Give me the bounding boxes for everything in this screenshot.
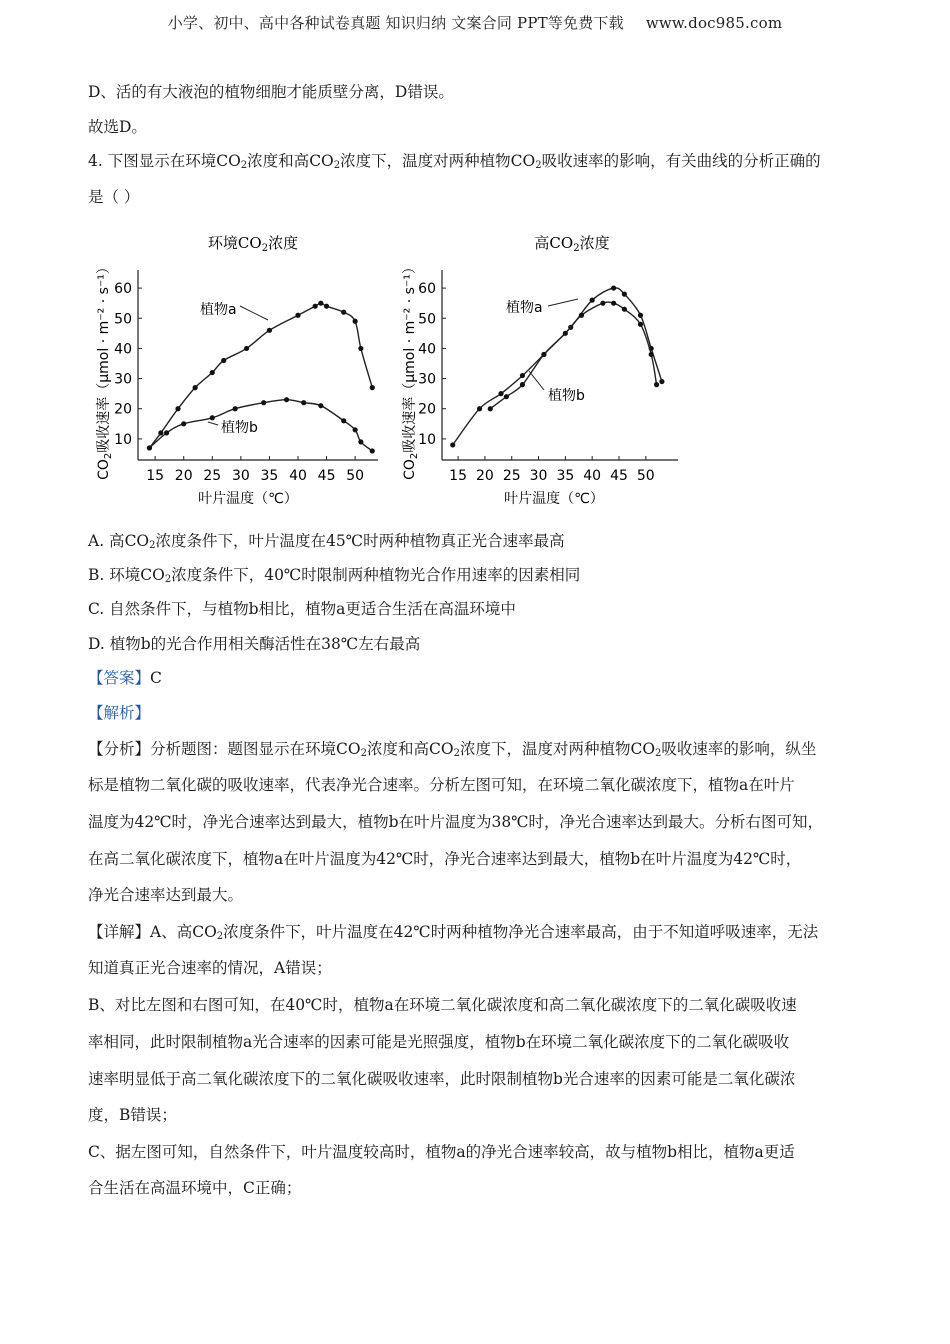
chart-right-title: 高$CO_2$浓度 bbox=[534, 234, 610, 254]
chart-right-x-tick-label: 25 bbox=[502, 468, 521, 484]
chart-right-series-a-point bbox=[590, 298, 595, 303]
header-site-link[interactable]: www.doc985.com bbox=[645, 14, 783, 32]
analysis-line-2: 标是植物二氧化碳的吸收速率，代表净光合速率。分析左图可知，在环境二氧化碳浓度下，植物a在叶片 bbox=[88, 776, 795, 794]
chart-left-ylabel: $CO_2$吸收速率（μmol · m⁻² · s⁻¹） bbox=[96, 260, 114, 480]
chart-left-series-a-point bbox=[210, 370, 215, 375]
detail-b-line-1: B、对比左图和右图可知，在40℃时，植物a在环境二氧化碳浓度和高二氧化碳浓度下的二氧化碳吸收速 bbox=[88, 996, 797, 1014]
detail-b-line-2: 率相同，此时限制植物a光合速率的因素可能是光照强度，植物b在环境二氧化碳浓度下的二氧化碳吸收 bbox=[88, 1033, 790, 1051]
chart-left-series-b-point bbox=[233, 406, 238, 411]
chart-left-series-b-point bbox=[181, 421, 186, 426]
chart-right-series-b-point bbox=[638, 322, 643, 327]
analysis-line-1: 【分析】分析题图：题图显示在环境$CO_2$浓度和高$CO_2$浓度下，温度对两种植物$CO_2$吸收速率的影响，纵坐 bbox=[88, 740, 817, 759]
chart-right-y-tick-label: 20 bbox=[418, 401, 436, 418]
chart-left-pointer-a bbox=[240, 306, 268, 320]
chart-left-y-tick-label: 50 bbox=[114, 311, 132, 328]
chart-left-series-a-point bbox=[341, 310, 346, 315]
chart-right-xlabel: 叶片温度（℃） bbox=[504, 491, 604, 507]
chart-left-x-tick-label: 20 bbox=[174, 468, 193, 484]
analysis-heading: 【解析】 bbox=[88, 704, 151, 722]
chart-right-ylabel: $CO_2$吸收速率（μmol · m⁻² · s⁻¹） bbox=[402, 260, 420, 480]
chart-right-x-tick-label: 15 bbox=[449, 468, 468, 484]
option-b: B. 环境$CO_2$浓度条件下，40℃时限制两种植物光合作用速率的因素相同 bbox=[88, 566, 581, 585]
chart-left-x-tick-label: 35 bbox=[260, 468, 279, 484]
chart-left-series-a-point bbox=[295, 313, 300, 318]
chart-right-label-b: 植物b bbox=[548, 388, 585, 404]
chart-left-series-a-point bbox=[324, 304, 329, 309]
chart-left-y-tick-label: 30 bbox=[114, 371, 132, 388]
detail-c-line-2: 合生活在高温环境中，C正确； bbox=[88, 1179, 302, 1197]
chart-right-series-b-point bbox=[488, 406, 493, 411]
chart-right-series-b-point bbox=[504, 394, 509, 399]
chart-right-series-a-line bbox=[453, 288, 662, 445]
answer: 【答案】C bbox=[88, 669, 162, 687]
chart-right-series-b-point bbox=[622, 307, 627, 312]
option-d: D. 植物b的光合作用相关酶活性在38℃左右最高 bbox=[88, 635, 421, 653]
chart-left-series-b-point bbox=[261, 400, 266, 405]
chart-left-series-a-point bbox=[175, 406, 180, 411]
chart-left-series-b-point bbox=[341, 418, 346, 423]
figure bbox=[88, 222, 728, 514]
chart-left-series-b-point bbox=[284, 397, 289, 402]
chart-left-series-b-point bbox=[318, 403, 323, 408]
detail-a-line-1: 【详解】A、高$CO_2$浓度条件下，叶片温度在42℃时两种植物净光合速率最高，由于不知道呼吸速率，无法 bbox=[88, 923, 819, 942]
chart-right-series-a-point bbox=[659, 379, 664, 384]
chart-left-series-b-point bbox=[353, 427, 358, 432]
chart-left-x-tick-label: 50 bbox=[346, 468, 365, 484]
chart-left-series-b-point bbox=[301, 400, 306, 405]
chart-right-series-b-point bbox=[600, 301, 605, 306]
chart-right-x-tick-label: 20 bbox=[475, 468, 494, 484]
option-c: C. 自然条件下，与植物b相比，植物a更适合生活在高温环境中 bbox=[88, 600, 516, 618]
chart-left-label-b: 植物b bbox=[221, 420, 258, 436]
analysis-line-4: 在高二氧化碳浓度下，植物a在叶片温度为42℃时，净光合速率达到最大，植物b在叶片温度为42℃时， bbox=[88, 850, 802, 868]
chart-left-series-b-point bbox=[147, 445, 152, 450]
chart-left-label-a: 植物a bbox=[200, 302, 237, 318]
chart-right-series-a-point bbox=[450, 442, 455, 447]
chart-right-y-tick-label: 60 bbox=[418, 281, 436, 298]
prev-option-d: D、活的有大液泡的植物细胞才能质壁分离，D错误。 bbox=[88, 83, 454, 101]
chart-left-x-tick-label: 15 bbox=[146, 468, 165, 484]
chart-right-x-tick-label: 35 bbox=[556, 468, 575, 484]
chart-left bbox=[95, 234, 378, 507]
chart-left-xlabel: 叶片温度（℃） bbox=[198, 491, 298, 507]
chart-right-x-tick-label: 45 bbox=[610, 468, 628, 484]
chart-left-y-tick-label: 40 bbox=[114, 341, 132, 358]
chart-right-series-a-point bbox=[477, 406, 482, 411]
chart-right-series-b-point bbox=[520, 382, 525, 387]
chart-left-series-b-point bbox=[210, 415, 215, 420]
chart-right-x-tick-label: 40 bbox=[583, 468, 602, 484]
chart-left-title: 环境$CO_2$浓度 bbox=[207, 234, 299, 254]
header-text: 小学、初中、高中各种试卷真题 知识归纳 文案合同 PPT等免费下载 bbox=[167, 14, 624, 32]
chart-left-series-b-point bbox=[164, 430, 169, 435]
chart-right-pointer-b bbox=[529, 371, 544, 390]
chart-left-series-a-point bbox=[193, 385, 198, 390]
chart-left-y-tick-label: 10 bbox=[114, 431, 132, 448]
question-stem: 4. 下图显示在环境$CO_2$浓度和高$CO_2$浓度下，温度对两种植物$CO_2$吸收速率的影响，有关曲线的分析正确的 bbox=[88, 152, 821, 171]
chart-right-y-tick-label: 40 bbox=[418, 341, 436, 358]
chart-left-x-tick-label: 30 bbox=[231, 468, 250, 484]
chart-left-series-b-point bbox=[370, 448, 375, 453]
chart-right-series-b-point bbox=[563, 331, 568, 336]
chart-left-series-a-point bbox=[358, 346, 363, 351]
chart-right-x-tick-label: 50 bbox=[636, 468, 655, 484]
chart-left-y-tick-label: 20 bbox=[114, 401, 132, 418]
chart-right-series-b-point bbox=[611, 301, 616, 306]
chart-right-series-a-point bbox=[622, 292, 627, 297]
chart-left-x-tick-label: 45 bbox=[317, 468, 336, 484]
chart-right bbox=[401, 234, 678, 507]
detail-b-line-3: 速率明显低于高二氧化碳浓度下的二氧化碳吸收速率，此时限制植物b光合速率的因素可能是二氧化碳浓 bbox=[88, 1070, 796, 1088]
detail-c-line-1: C、据左图可知，自然条件下，叶片温度较高时，植物a的净光合速率较高，故与植物b相比，植物a更适 bbox=[88, 1143, 795, 1161]
chart-right-x-tick-label: 30 bbox=[529, 468, 548, 484]
chart-left-y-tick-label: 60 bbox=[114, 281, 132, 298]
page-header bbox=[0, 12, 950, 33]
chart-left-series-a-point bbox=[313, 304, 318, 309]
chart-left-series-b-point bbox=[358, 439, 363, 444]
chart-right-series-a-point bbox=[611, 285, 616, 290]
chart-left-series-a-point bbox=[370, 385, 375, 390]
chart-right-series-a-point bbox=[520, 373, 525, 378]
chart-left-pointer-b bbox=[208, 422, 218, 425]
chart-right-series-a-point bbox=[638, 313, 643, 318]
chart-right-y-tick-label: 10 bbox=[418, 431, 436, 448]
chart-left-series-a-point bbox=[158, 430, 163, 435]
chart-right-series-b-point bbox=[654, 382, 659, 387]
chart-right-series-b-point bbox=[649, 352, 654, 357]
chart-left-series-a-point bbox=[353, 319, 358, 324]
chart-left-series-a-point bbox=[318, 301, 323, 306]
chart-right-label-a: 植物a bbox=[506, 300, 543, 316]
option-a: A. 高$CO_2$浓度条件下，叶片温度在45℃时两种植物真正光合速率最高 bbox=[88, 532, 565, 551]
chart-right-series-b-point bbox=[541, 352, 546, 357]
chart-left-x-tick-label: 25 bbox=[203, 468, 222, 484]
chart-right-series-b-point bbox=[579, 313, 584, 318]
chart-left-series-a-point bbox=[244, 346, 249, 351]
analysis-line-3: 温度为42℃时，净光合速率达到最大，植物b在叶片温度为38℃时，净光合速率达到最大。分析右图可知， bbox=[88, 813, 824, 831]
chart-right-series-a-point bbox=[498, 391, 503, 396]
chart-right-y-tick-label: 30 bbox=[418, 371, 436, 388]
chart-left-series-a-point bbox=[267, 328, 272, 333]
chart-left-series-a-point bbox=[221, 358, 226, 363]
detail-b-line-4: 度，B错误； bbox=[88, 1106, 177, 1124]
detail-a-line-2: 知道真正光合速率的情况，A错误； bbox=[88, 959, 332, 977]
prev-conclusion: 故选D。 bbox=[88, 118, 147, 136]
chart-right-pointer-a bbox=[548, 299, 578, 306]
chart-left-x-tick-label: 40 bbox=[289, 468, 307, 484]
chart-right-y-tick-label: 50 bbox=[418, 311, 436, 328]
question-stem-line2: 是（ ） bbox=[88, 188, 140, 206]
analysis-line-5: 净光合速率达到最大。 bbox=[88, 886, 244, 904]
